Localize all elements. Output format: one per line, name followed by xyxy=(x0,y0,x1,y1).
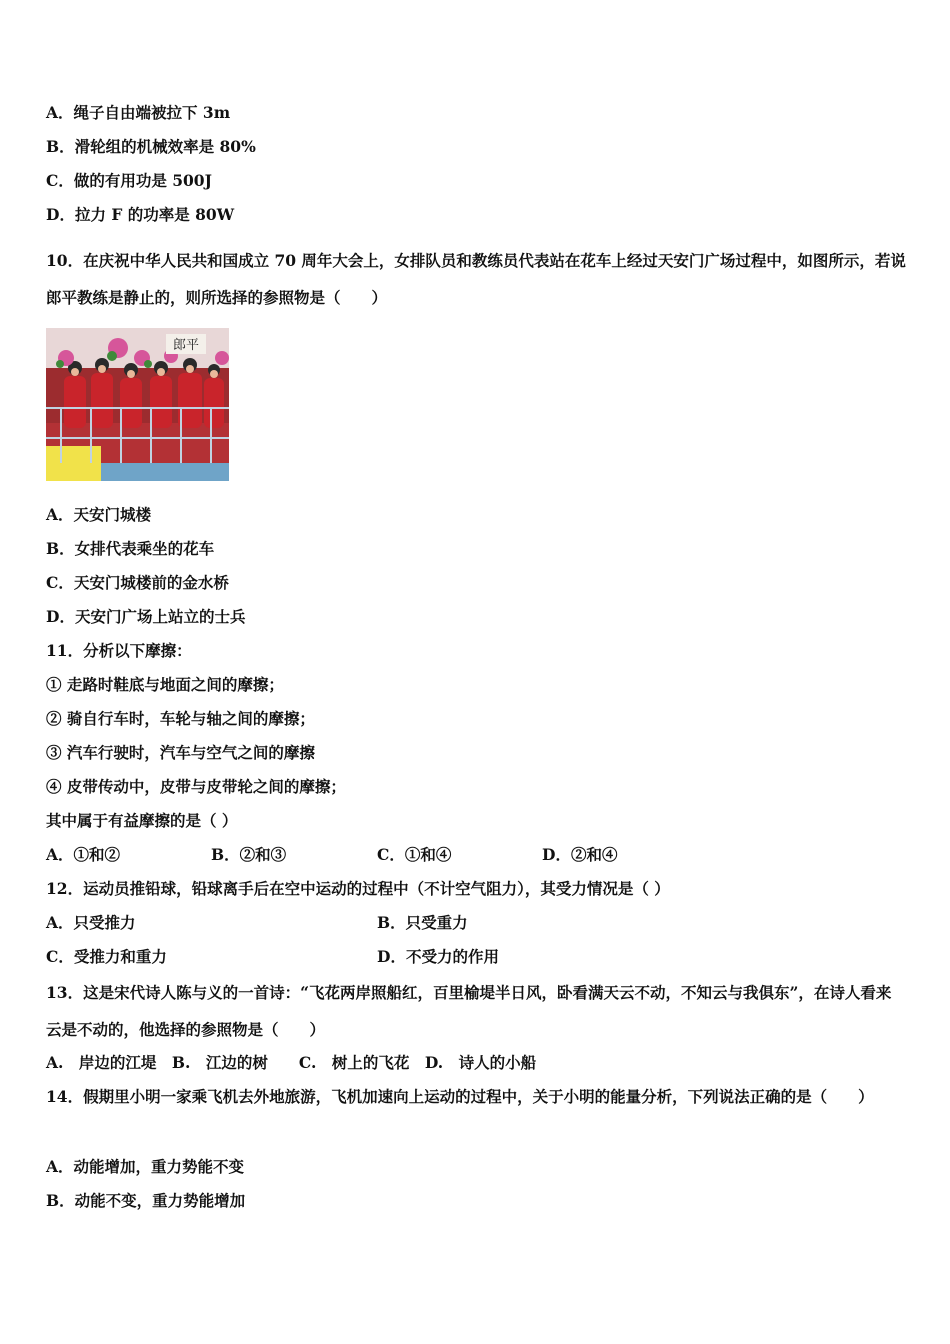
q12-option-d: D．不受力的作用 xyxy=(377,947,499,966)
q11-option-b: B．②和③ xyxy=(211,845,287,864)
q12-option-c: C．受推力和重力 xyxy=(46,947,167,966)
q11-option-d: D．②和④ xyxy=(542,845,618,864)
q13-options: A. 岸边的江堤 B. 江边的树 C. 树上的飞花 D. 诗人的小船 xyxy=(46,1053,537,1072)
q11-question: 其中属于有益摩擦的是（ ） xyxy=(46,811,238,830)
q14-stem: 14．假期里小明一家乘飞机去外地旅游，飞机加速向上运动的过程中，关于小明的能量分析，下列说法正确的是（ ） xyxy=(46,1087,874,1106)
q11-item-2: ② 骑自行车时，车轮与轴之间的摩擦； xyxy=(46,709,315,728)
q12-stem: 12．运动员推铅球，铅球离手后在空中运动的过程中（不计空气阻力），其受力情况是（ ） xyxy=(46,879,670,898)
q11-option-c: C．①和④ xyxy=(377,845,452,864)
q10-option-b: B．女排代表乘坐的花车 xyxy=(46,539,215,558)
photo-name-sign: 郎平 xyxy=(172,338,200,353)
photo-illustration xyxy=(46,328,229,481)
q10-option-d: D．天安门广场上站立的士兵 xyxy=(46,607,246,626)
q14-option-a: A．动能增加，重力势能不变 xyxy=(46,1157,245,1176)
q9-option-b: B．滑轮组的机械效率是 80% xyxy=(46,137,256,156)
q12-option-a: A．只受推力 xyxy=(46,913,136,932)
q12-option-b: B．只受重力 xyxy=(377,913,468,932)
q11-item-3: ③ 汽车行驶时，汽车与空气之间的摩擦 xyxy=(46,743,315,762)
q9-option-d: D．拉力 F 的功率是 80W xyxy=(46,205,235,224)
q9-option-c: C．做的有用功是 500J xyxy=(46,171,212,190)
q11-item-4: ④ 皮带传动中，皮带与皮带轮之间的摩擦； xyxy=(46,777,346,796)
q11-option-a: A．①和② xyxy=(46,845,121,864)
q9-option-a: A．绳子自由端被拉下 3m xyxy=(46,103,231,122)
q11-item-1: ① 走路时鞋底与地面之间的摩擦； xyxy=(46,675,284,694)
q13-stem: 13．这是宋代诗人陈与义的一首诗：“飞花两岸照船红，百里榆堤半日风，卧看满天云不动，不知云与我俱东”，在诗人看来云是不动的，他选择的参照物是（ ） xyxy=(46,983,892,1039)
volleyball-team-photo xyxy=(46,328,229,481)
q10-option-a: A．天安门城楼 xyxy=(46,505,152,524)
q14-option-b: B．动能不变，重力势能增加 xyxy=(46,1191,246,1210)
q10-stem: 10．在庆祝中华人民共和国成立 70 周年大会上，女排队员和教练员代表站在花车上经过天安门广场过程中，如图所示，若说郎平教练是静止的，则所选择的参照物是（ ） xyxy=(46,251,906,307)
q11-stem: 11．分析以下摩擦： xyxy=(46,641,192,660)
q10-option-c: C．天安门城楼前的金水桥 xyxy=(46,573,229,592)
